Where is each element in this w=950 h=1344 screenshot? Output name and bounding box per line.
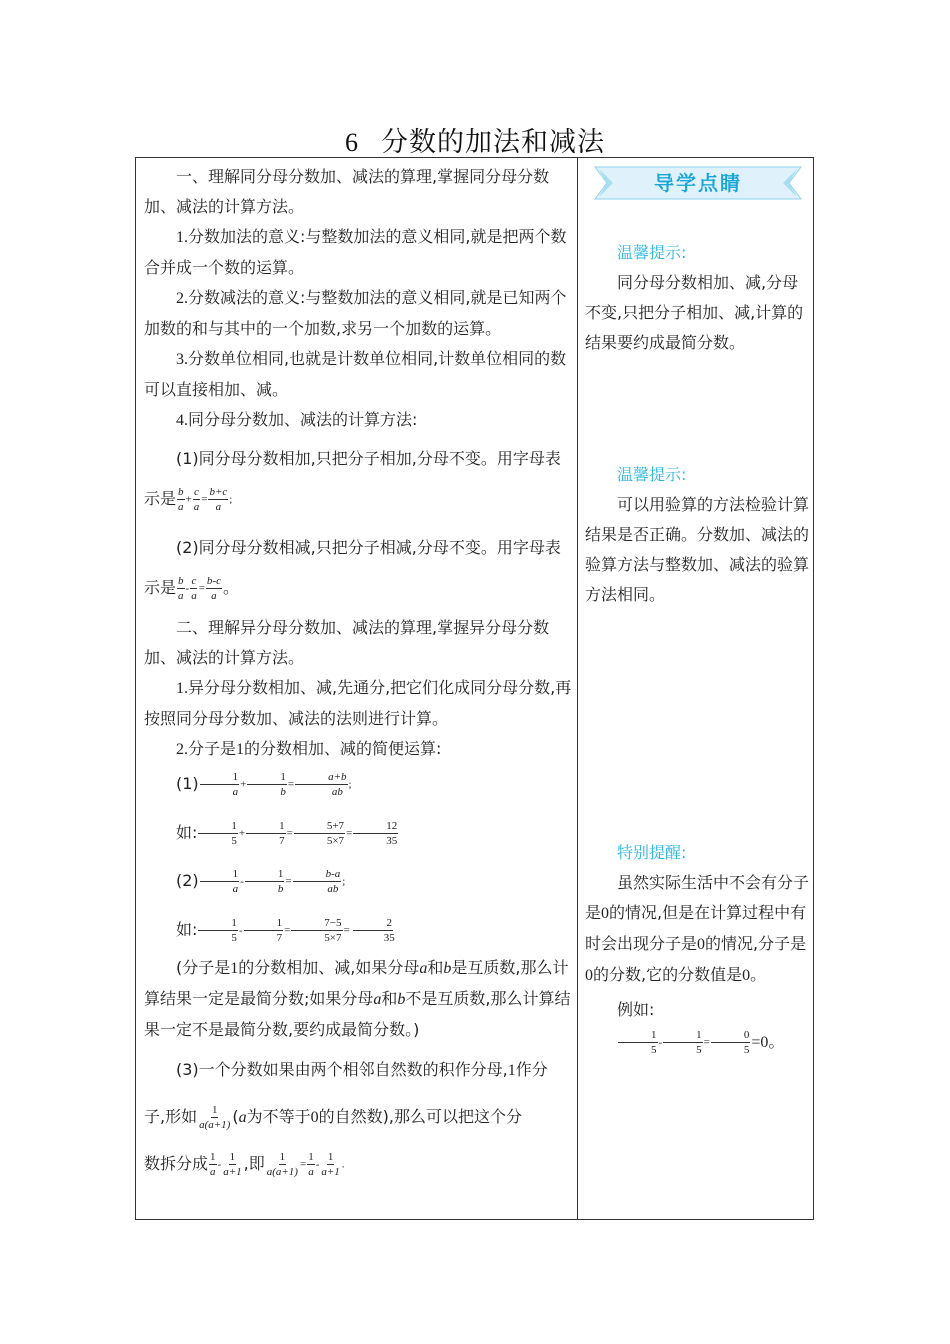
s1-add-rule: (1)同分母分数相加,只把分子相加,分母不变。用字母表 [176,449,561,468]
guide-banner [593,166,803,200]
fraction: $\frac{b}{a}$ [178,486,184,513]
fraction: $\frac{1}{b}$ [247,770,287,799]
fraction: $\frac{5+7}{5\times 7}$ [294,819,345,848]
s1-point-4: 4.同分母分数加、减法的计算方法: [176,410,418,429]
fraction: $\frac{b-c}{a}$ [206,574,221,602]
s1-point-3: 3.分数单位相同,也就是计数单位相同,计数单位相同的数可以直接相加、减。 [144,349,567,399]
s1-sub-rule: (2)同分母分数相减,只把分子相减,分母不变。用字母表 [176,537,561,557]
fraction: $\frac{b+c}{a}$ [209,486,228,513]
fraction: $\frac{1}{a+1}$ [321,1151,340,1178]
fraction: $\frac{b}{a}$ [178,574,184,602]
coprime-note: (分子是1的分数相加、减,如果分母a和b是互质数,那么计算结果一定是最简分数;如果分母a和b不是互质数,那么计算结果一定不是最简分数,要约成最简分数。) [144,958,571,1039]
tip-1-text: 同分母分数相加、减,分母不变,只把分子相加、减,计算的结果要约成最简分数。 [585,273,804,352]
tip-3-text: 虽然实际生活中不会有分子是0的情况,但是在计算过程中有时会出现分子是0的情况,分子是0的分数,它的分数值是0。 [585,873,810,984]
tip-1-heading: 温馨提示: [617,243,687,262]
fraction: $\frac{1}{5}$ [198,916,238,945]
title-text: 分数的加法和减法 [381,127,605,158]
fraction: $\frac{7-5}{5\times 7}$ [291,916,342,945]
fraction: $\frac{1}{a}$ [210,1151,216,1178]
title-number: 6 [345,128,359,157]
section-2-heading: 二、理解异分母分数加、减法的算理,掌握异分母分数加、减法的计算方法。 [144,618,550,667]
fraction: $\frac{1}{a(a+1)}$ [199,1104,231,1131]
tip-2-heading: 温馨提示: [617,465,687,484]
s2-point-1: 1.异分母分数相加、减,先通分,把它们化成同分母分数,再按照同分母分数加、减法的法则进行计算。 [144,678,572,728]
fraction: $\frac{c}{a}$ [193,486,200,513]
tip-2 [585,460,809,610]
column-divider [577,158,578,1219]
s1-add-formula: 示是 $\frac{b}{a}$ + $\frac{c}{a}$ = $\frac{b+c}{a}$ ; [144,486,233,513]
split-rule-line-2: 子,形如 $\frac{1}{a(a+1)}$ (a为不等于0的自然数),那么可以把这个分 [144,1104,522,1131]
fraction: $\frac{1}{a}$ [200,770,240,799]
fraction: $\frac{1}{5}$ [663,1028,703,1057]
fraction: $\frac{1}{5}$ [198,819,238,848]
fraction: $\frac{1}{a+1}$ [223,1151,242,1178]
fraction: $\frac{1}{a}$ [308,1151,314,1178]
fraction: $\frac{c}{a}$ [191,574,197,602]
s1-point-2: 2.分数减法的意义:与整数加法的意义相同,就是已知两个加数的和与其中的一个加数,求另一个加数的运算。 [144,288,567,338]
example-formula: $\frac{1}{5}$ - $\frac{1}{5}$ = $\frac{0}{5}$ =0。 [585,1027,809,1058]
fraction: $\frac{a+b}{ab}$ [295,770,347,799]
tip-1 [585,238,809,358]
split-rule-line-1: (3)一个分数如果由两个相邻自然数的积作分母,1作分 [176,1060,548,1079]
fraction: $\frac{1}{7}$ [244,916,284,945]
main-column [144,162,572,1180]
fraction: $\frac{1}{a(a+1)}$ [266,1151,298,1178]
fraction: $\frac{1}{a}$ [200,867,240,896]
split-rule-line-3: 数拆分成 $\frac{1}{a}$ - $\frac{1}{a+1}$ ,即 $\frac{1}{a(a+1)}$ = $\frac{1}{a}$ - $\frac{1}{a+1}$ . [144,1151,345,1178]
formula-1: (1) $\frac{1}{a}$ + $\frac{1}{b}$ = $\frac{a+b}{ab}$ ; [176,771,352,798]
fraction: $\frac{1}{5}$ [618,1028,658,1057]
fraction: $\frac{b-a}{ab}$ [293,867,342,896]
fraction: $\frac{0}{5}$ [711,1028,751,1057]
tip-3 [585,838,809,1058]
tip-2-text: 可以用验算的方法检验计算结果是否正确。分数加、减法的验算方法与整数加、减法的验算方法相同。 [585,495,810,604]
formula-3: (2) $\frac{1}{a}$ - $\frac{1}{b}$ = $\frac{b-a}{ab}$ ; [176,868,346,895]
section-1-heading: 一、理解同分母分数加、减法的算理,掌握同分母分数加、减法的计算方法。 [144,167,550,216]
s1-sub-formula: 示是 $\frac{b}{a}$ - $\frac{c}{a}$ = $\frac{b-c}{a}$ 。 [144,574,239,602]
tip-3-heading: 特别提醒: [617,843,687,862]
fraction: $\frac{1}{b}$ [245,867,285,896]
page-title [0,120,950,159]
fraction: $\frac{2}{35}$ [351,916,396,945]
example-label: 例如: [617,1000,655,1019]
banner-title: 导学点睛 [654,171,742,195]
s2-point-2: 2.分子是1的分数相加、减的简便运算: [176,739,442,758]
formula-2: 如: $\frac{1}{5}$ + $\frac{1}{7}$ = $\frac{5+7}{5\times 7}$ = $\frac{12}{35}$ [176,819,398,847]
formula-4: 如: $\frac{1}{5}$ - $\frac{1}{7}$ = $\frac{7-5}{5\times 7}$ = $\frac{2}{35}$ [176,916,395,944]
s1-point-1: 1.分数加法的意义:与整数加法的意义相同,就是把两个数合并成一个数的运算。 [144,227,567,277]
fraction: $\frac{1}{7}$ [246,819,286,848]
content-table [135,157,814,1220]
fraction: $\frac{12}{35}$ [353,819,398,848]
